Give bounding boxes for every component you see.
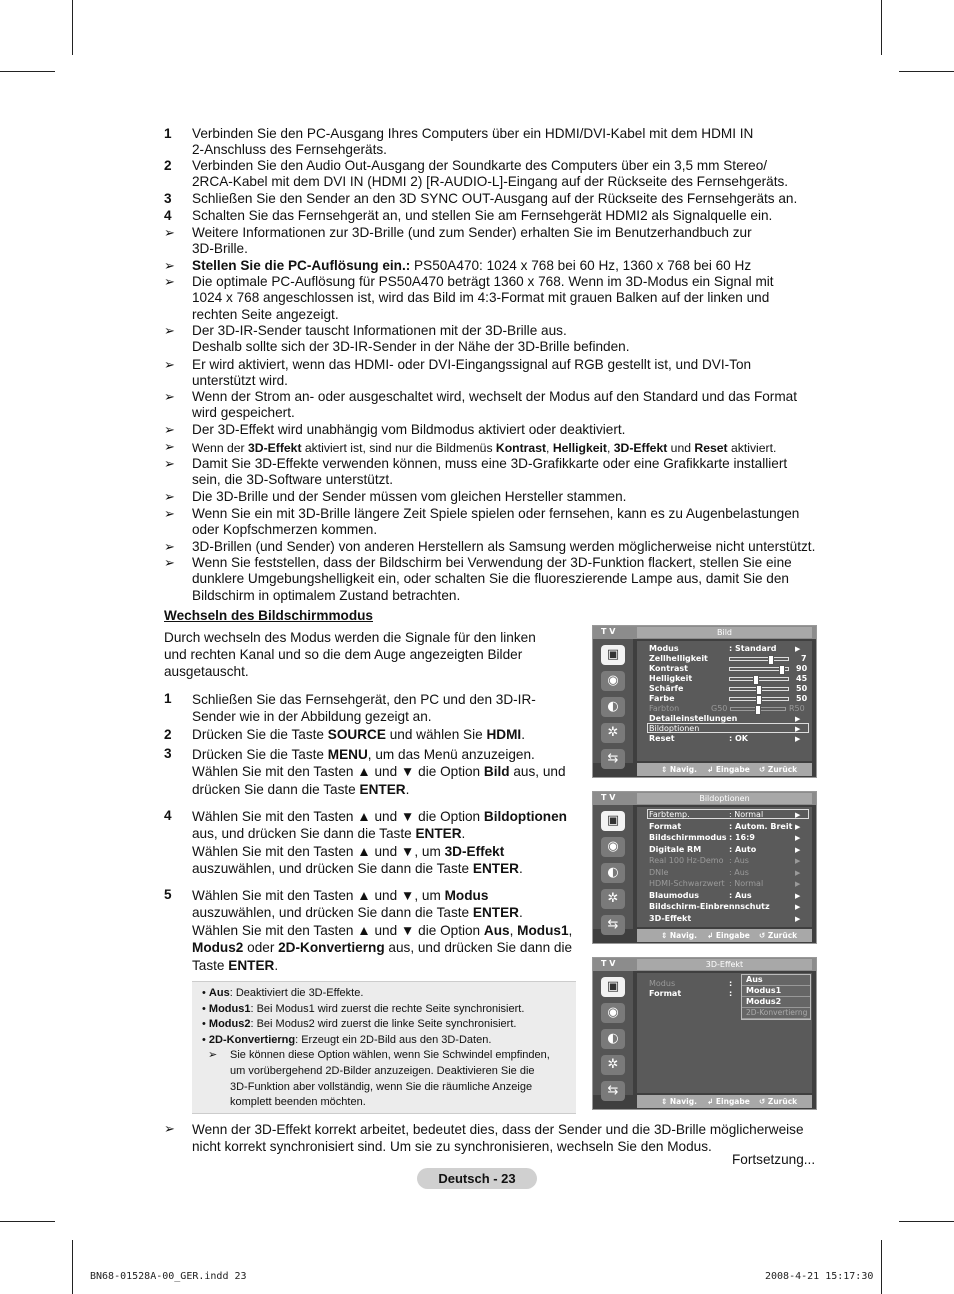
option-modus1[interactable]: Modus1 — [742, 986, 810, 997]
menu-item-farbtemp[interactable]: Farbtemp. — [649, 810, 690, 819]
menu-item-farbe[interactable]: Farbe — [649, 694, 675, 703]
tv-menu-bild: T V Bild ▣ ◉ ◐ ✲ ⇆ Modus : Standard ▶ Zellhelligkeit 7 Kontrast 90 Helligkeit 45 Schärfe 50 Farbe 50 Farbton G50 R50 Detaileinstellungen ▶ Bildoptionen ▶ Reset : OK ▶ ⇕ Navig. ↲ Eingabe ↺ Zurück — [592, 625, 817, 778]
crop-mark — [0, 1221, 55, 1222]
crop-mark — [0, 71, 55, 72]
menu-item-farbton: Farbton — [649, 704, 680, 713]
crop-mark — [899, 71, 954, 72]
channel-icon[interactable]: ◐ — [601, 697, 625, 717]
step-number: 1 — [164, 691, 172, 706]
arrow-right-icon: ▶ — [795, 880, 801, 888]
note-arrow: ➢ — [164, 274, 175, 289]
crop-mark — [881, 0, 882, 55]
note-arrow: ➢ — [164, 389, 175, 404]
menu-item-kontrast[interactable]: Kontrast — [649, 664, 689, 673]
input-icon[interactable]: ⇆ — [601, 749, 625, 769]
note-text: Damit Sie 3D-Effekte verwenden können, muss eine 3D-Grafikkarte oder eine Grafikkarte installiert sein, die 3D-Software unterstützt. — [192, 456, 788, 488]
crop-mark — [881, 1240, 882, 1294]
menu-item-einbrennschutz[interactable]: Bildschirm-Einbrennschutz — [649, 902, 770, 911]
note-arrow: ➢ — [164, 357, 175, 372]
menu-item-zellhelligkeit[interactable]: Zellhelligkeit — [649, 654, 708, 663]
menu-title: Bildoptionen — [637, 793, 812, 804]
crop-mark — [899, 1221, 954, 1222]
note-text: Weitere Informationen zur 3D-Brille (und zum Sender) erhalten Sie im Benutzerhandbuch zur 3D-Brille. — [192, 225, 752, 257]
note-text: Wenn Sie ein mit 3D-Brille längere Zeit Spiele spielen oder fernsehen, kann es zu Augenbelastungen oder Kopfschmerzen kommen. — [192, 506, 800, 538]
note-arrow: ➢ — [164, 539, 175, 554]
setup-icon[interactable]: ✲ — [601, 723, 625, 743]
arrow-right-icon: ▶ — [795, 645, 801, 653]
arrow-right-icon: ▶ — [795, 715, 801, 723]
step-text: Schließen Sie das Fernsehgerät, den PC und den 3D-IR- Sender wie in der Abbildung gezeigt an. — [192, 692, 536, 725]
note-arrow: ➢ — [164, 225, 175, 240]
step-text: Schalten Sie das Fernsehgerät an, und stellen Sie am Fernsehgerät HDMI2 als Signalquelle ein. — [192, 208, 773, 223]
note-text: Wenn der 3D-Effekt aktiviert ist, sind nur die Bildmenüs Kontrast, Helligkeit, 3D-Effekt und Reset aktiviert. — [192, 441, 777, 455]
option-modus2[interactable]: Modus2 — [742, 997, 810, 1008]
picture-icon[interactable]: ▣ — [601, 811, 625, 831]
mode-options-popup — [741, 974, 811, 1020]
note-arrow: ➢ — [164, 555, 175, 570]
note-text: Wenn der 3D-Effekt korrekt arbeitet, bedeutet dies, dass der Sender und die 3D-Brille möglicherweise nicht korrekt synchronisiert sind. Um sie zu synchronisieren, wechseln Sie den Modus. — [192, 1122, 804, 1155]
menu-item-detaileinstellungen[interactable]: Detaileinstellungen — [649, 714, 738, 723]
menu-item-modus[interactable]: Modus — [649, 979, 676, 988]
step-number: 3 — [164, 746, 172, 761]
page-badge: Deutsch - 23 — [417, 1168, 537, 1189]
menu-title: Bild — [637, 627, 812, 638]
step-number: 4 — [164, 208, 172, 223]
sound-icon[interactable]: ◉ — [601, 1003, 625, 1023]
input-icon[interactable]: ⇆ — [601, 915, 625, 935]
note-text: 3D-Brillen (und Sender) von anderen Herstellern als Samsung werden möglicherweise nicht unterstützt. — [192, 539, 816, 554]
menu-item-hdmi-schwarzwert: HDMI-Schwarzwert — [649, 879, 725, 888]
arrow-right-icon: ▶ — [795, 903, 801, 911]
arrow-right-icon: ▶ — [795, 891, 801, 900]
note-text: Der 3D-Effekt wird unabhängig vom Bildmodus aktiviert oder deaktiviert. — [192, 422, 626, 437]
arrow-right-icon: ▶ — [795, 822, 801, 831]
arrow-right-icon: ▶ — [795, 834, 801, 842]
note-arrow: ➢ — [164, 489, 175, 504]
step-text: Wählen Sie mit den Tasten ▲ und ▼, um Modus auszuwählen, und drücken Sie dann die Taste ENTER. Wählen Sie mit den Tasten ▲ und ▼ die Option Aus, Modus1, Modus2 oder 2D-Konvertierng aus, und drücken Sie dann die Taste ENTER. — [192, 888, 573, 973]
arrow-right-icon: ▶ — [795, 845, 801, 854]
note-arrow: ➢ — [164, 506, 175, 521]
menu-item-blaumodus[interactable]: Blaumodus — [649, 890, 699, 900]
step-text: Verbinden Sie den PC-Ausgang Ihres Computers über ein HDMI/DVI-Kabel mit dem HDMI IN 2-Anschluss des Fernsehgeräts. — [192, 126, 754, 158]
menu-item-helligkeit[interactable]: Helligkeit — [649, 674, 693, 683]
step-text: Wählen Sie mit den Tasten ▲ und ▼ die Option Bildoptionen aus, und drücken Sie dann die Taste ENTER. Wählen Sie mit den Tasten ▲ und ▼, um 3D-Effekt auszuwählen, und drücken Sie dann die Taste ENTER. — [192, 809, 567, 877]
crop-mark — [72, 1240, 73, 1294]
option-aus[interactable]: Aus — [742, 975, 810, 986]
step-text: Drücken Sie die Taste SOURCE und wählen Sie HDMI. — [192, 727, 525, 742]
note-text: Die optimale PC-Auflösung für PS50A470 beträgt 1360 x 768. Wenn im 3D-Modus ein Signal mit 1024 x 768 angeschlossen ist, wird das Bild im 4:3-Format mit grauen Balken auf der linken und rechten Seite angezeigt. — [192, 274, 774, 322]
arrow-right-icon: ▶ — [795, 735, 801, 743]
menu-item-format[interactable]: Format — [649, 989, 682, 998]
crop-mark — [72, 0, 73, 55]
arrow-right-icon: ▶ — [795, 868, 801, 877]
step-text: Drücken Sie die Taste MENU, um das Menü anzuzeigen. Wählen Sie mit den Tasten ▲ und ▼ die Option Bild aus, und drücken Sie dann die Taste ENTER. — [192, 747, 566, 797]
note-arrow: ➢ — [164, 439, 175, 454]
slider-helligkeit[interactable] — [729, 677, 789, 681]
note-text: Die 3D-Brille und der Sender müssen vom gleichen Hersteller stammen. — [192, 489, 627, 504]
option-2d-konvertierng[interactable]: 2D-Konvertierng — [742, 1008, 810, 1019]
input-icon[interactable]: ⇆ — [601, 1081, 625, 1101]
menu-item-bildschirmmodus[interactable]: Bildschirmmodus — [649, 833, 727, 842]
slider-farbton — [730, 707, 786, 711]
channel-icon[interactable]: ◐ — [601, 863, 625, 883]
menu-item-modus[interactable]: Modus — [649, 644, 679, 653]
setup-icon[interactable]: ✲ — [601, 1055, 625, 1075]
channel-icon[interactable]: ◐ — [601, 1029, 625, 1049]
slider-kontrast[interactable] — [729, 667, 789, 671]
tv-menu-3d-effekt: T V 3D-Effekt ▣ ◉ ◐ ✲ ⇆ Modus : Format : Aus Modus1 Modus2 2D-Konvertierng ⇕ Navig. ↲ Eingabe ↺ Zurück — [592, 957, 817, 1110]
note-text: Er wird aktiviert, wenn das HDMI- oder DVI-Eingangssignal auf RGB gestellt ist, und DVI-Ton unterstützt wird. — [192, 357, 752, 389]
menu-item-dnie: DNIe — [649, 867, 669, 877]
arrow-right-icon: ▶ — [795, 811, 801, 819]
menu-title: 3D-Effekt — [637, 959, 812, 970]
note-arrow: ➢ — [164, 456, 175, 471]
menu-item-bildoptionen[interactable]: Bildoptionen — [649, 724, 700, 733]
note-text: Der 3D-IR-Sender tauscht Informationen mit der 3D-Brille aus. Deshalb sollte sich der 3D-IR-Sender in der Nähe der 3D-Brille befinden. — [192, 323, 630, 355]
picture-icon[interactable]: ▣ — [601, 977, 625, 997]
menu-footer: ⇕ Navig. ↲ Eingabe ↺ Zurück — [637, 763, 812, 776]
note-arrow: ➢ — [164, 422, 175, 437]
step-text: Verbinden Sie den Audio Out-Ausgang der Soundkarte des Computers über ein 3,5 mm Stereo/ 2RCA-Kabel mit dem DVI IN (HDMI 2) [R-AUDIO-L]-Eingang auf der Rückseite des Fernsehgeräts. — [192, 158, 789, 190]
step-number: 5 — [164, 887, 172, 902]
step-number: 2 — [164, 158, 172, 173]
section-intro: Durch wechseln des Modus werden die Signale für den linken und rechten Kanal und so die dem Auge angezeigten Bilder ausgetauscht. — [164, 630, 536, 679]
step-number: 2 — [164, 727, 172, 742]
arrow-right-icon: ▶ — [795, 914, 801, 923]
continue-label: Fortsetzung... — [732, 1152, 816, 1167]
note-text: Stellen Sie die PC-Auflösung ein.: PS50A470: 1024 x 768 bei 60 Hz, 1360 x 768 bei 60 Hz — [192, 258, 752, 273]
step-number: 1 — [164, 126, 172, 141]
menu-item-real-100hz-demo: Real 100 Hz-Demo — [649, 856, 724, 865]
menu-item-reset[interactable]: Reset — [649, 734, 675, 743]
picture-icon[interactable]: ▣ — [601, 645, 625, 665]
setup-icon[interactable]: ✲ — [601, 889, 625, 909]
note-arrow: ➢ — [164, 323, 175, 338]
step-number: 4 — [164, 808, 172, 823]
slider-schaerfe[interactable] — [729, 687, 789, 691]
menu-footer: ⇕ Navig. ↲ Eingabe ↺ Zurück — [637, 1095, 812, 1108]
note-text: Wenn Sie feststellen, dass der Bildschirm bei Verwendung der 3D-Funktion flackert, stellen Sie eine dunklere Umgebungshelligkeit ein, oder schalten Sie die fluoreszierende Lampe aus, damit Sie den Bildschirm in optimalem Zustand betrachten. — [192, 555, 792, 603]
menu-item-schaerfe[interactable]: Schärfe — [649, 684, 684, 693]
menu-footer: ⇕ Navig. ↲ Eingabe ↺ Zurück — [637, 929, 812, 942]
step-number: 3 — [164, 191, 172, 206]
footer-date: 2008-4-21 15:17:30 — [765, 1271, 874, 1282]
slider-farbe[interactable] — [729, 697, 789, 701]
step-text: Schließen Sie den Sender an den 3D SYNC OUT-Ausgang auf der Rückseite des Fernsehgeräts an. — [192, 191, 798, 206]
sound-icon[interactable]: ◉ — [601, 837, 625, 857]
note-box: • Aus: Deaktiviert die 3D-Effekte. • Modus1: Bei Modus1 wird zuerst die rechte Seite synchronisiert. • Modus2: Bei Modus2 wird zuerst die linke Seite synchronisiert. • 2D-Konvertierng: Erzeugt ein 2D-Bild aus den 3D-Daten. ➢ Sie können diese Option wählen, wenn Sie Schwindel empfinden, um vorübergehend 2D-Bilder anzuzeigen. Deaktivieren Sie die 3D-Funktion aber vollständig, wenn Sie die räumliche Anzeige komplett beenden möchten. — [192, 981, 576, 1114]
menu-item-3d-effekt[interactable]: 3D-Effekt — [649, 913, 692, 923]
arrow-right-icon: ▶ — [795, 857, 801, 865]
note-arrow: ➢ — [164, 258, 175, 273]
tv-menu-bildoptionen: T V Bildoptionen ▣ ◉ ◐ ✲ ⇆ Farbtemp. : Normal ▶ Format : Autom. Breit ▶ Bildschirmmodus : 16:9 ▶ Digitale RM : Auto ▶ Real 100 Hz-Demo : Aus ▶ DNIe : Aus ▶ HDMI-Schwarzwert : Normal ▶ Blaumodus : Aus ▶ Bildschirm-Einbrennschutz ▶ 3D-Effekt ▶ ⇕ Navig. ↲ Eingabe ↺ Zurück — [592, 791, 817, 944]
section-heading: Wechseln des Bildschirmmodus — [164, 608, 373, 623]
menu-item-digitale-rm[interactable]: Digitale RM — [649, 844, 702, 854]
footer-file: BN68-01528A-00_GER.indd 23 — [90, 1271, 247, 1282]
note-arrow: ➢ — [164, 1121, 175, 1136]
sound-icon[interactable]: ◉ — [601, 671, 625, 691]
arrow-right-icon: ▶ — [795, 725, 801, 733]
menu-item-format[interactable]: Format — [649, 821, 682, 831]
slider-zellhelligkeit[interactable] — [729, 657, 789, 661]
note-text: Wenn der Strom an- oder ausgeschaltet wird, wechselt der Modus auf den Standard und das Format wird gespeichert. — [192, 389, 797, 421]
